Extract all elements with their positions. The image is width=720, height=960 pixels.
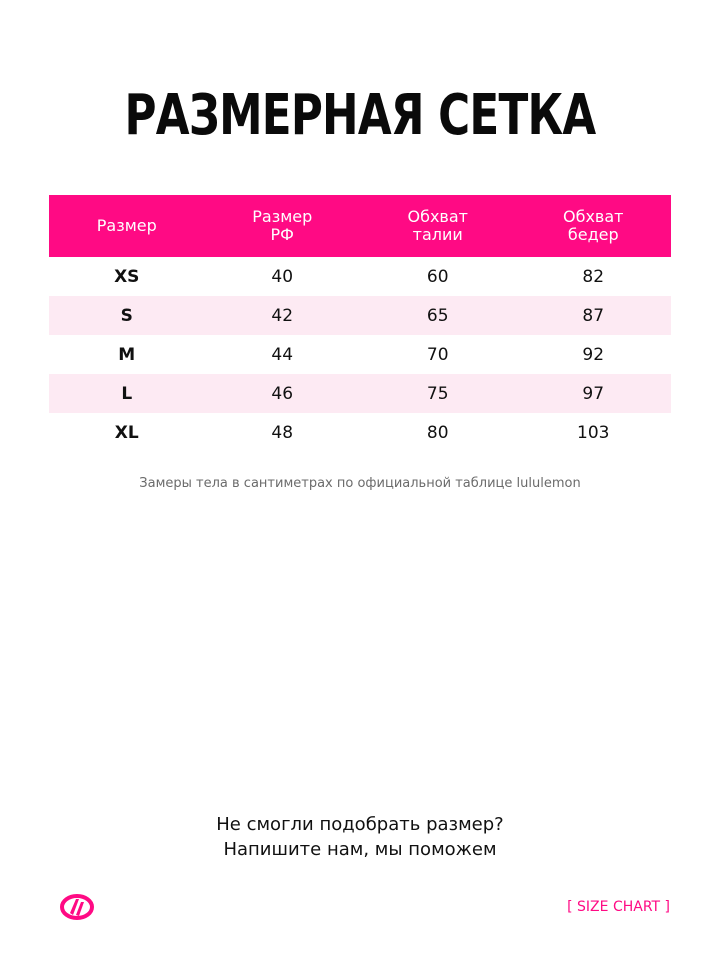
- cell-size: S: [120, 305, 133, 326]
- header-size-rf: Размер РФ: [252, 207, 313, 244]
- cell-waist: 65: [426, 305, 449, 326]
- cell-rf: 40: [271, 266, 294, 287]
- cell-waist: 80: [426, 422, 449, 443]
- header-waist: Обхват талии: [407, 207, 468, 244]
- cell-size: L: [121, 383, 133, 404]
- cell-size: M: [118, 344, 136, 365]
- cell-waist: 75: [426, 383, 449, 404]
- cell-hips: 103: [577, 422, 610, 443]
- help-text: [0, 812, 720, 862]
- table-row: [49, 413, 671, 452]
- size-chart-label: [ SIZE CHART ]: [567, 899, 670, 915]
- cell-waist: 70: [426, 344, 449, 365]
- cell-hips: 92: [582, 344, 605, 365]
- cell-hips: 97: [582, 383, 605, 404]
- size-table: [49, 195, 671, 452]
- cell-size: XL: [114, 422, 139, 443]
- header-hips: Обхват бедер: [563, 207, 624, 244]
- cell-rf: 46: [271, 383, 294, 404]
- cell-hips: 82: [582, 266, 605, 287]
- table-row: [49, 257, 671, 296]
- cell-rf: 42: [271, 305, 294, 326]
- cell-size: XS: [114, 266, 140, 287]
- help-line-2: Напишите нам, мы поможем: [223, 839, 497, 860]
- page-title: РАЗМЕРНАЯ СЕТКА: [124, 83, 596, 148]
- table-row: [49, 374, 671, 413]
- table-row: [49, 335, 671, 374]
- cell-rf: 44: [271, 344, 294, 365]
- brand-logo-icon: [60, 893, 94, 921]
- table-row: [49, 296, 671, 335]
- cell-waist: 60: [426, 266, 449, 287]
- cell-rf: 48: [271, 422, 294, 443]
- measurement-note: Замеры тела в сантиметрах по официальной таблице lululemon: [139, 476, 581, 491]
- cell-hips: 87: [582, 305, 605, 326]
- header-size: Размер: [96, 216, 157, 235]
- help-line-1: Не смогли подобрать размер?: [216, 814, 504, 835]
- table-header: [49, 195, 671, 257]
